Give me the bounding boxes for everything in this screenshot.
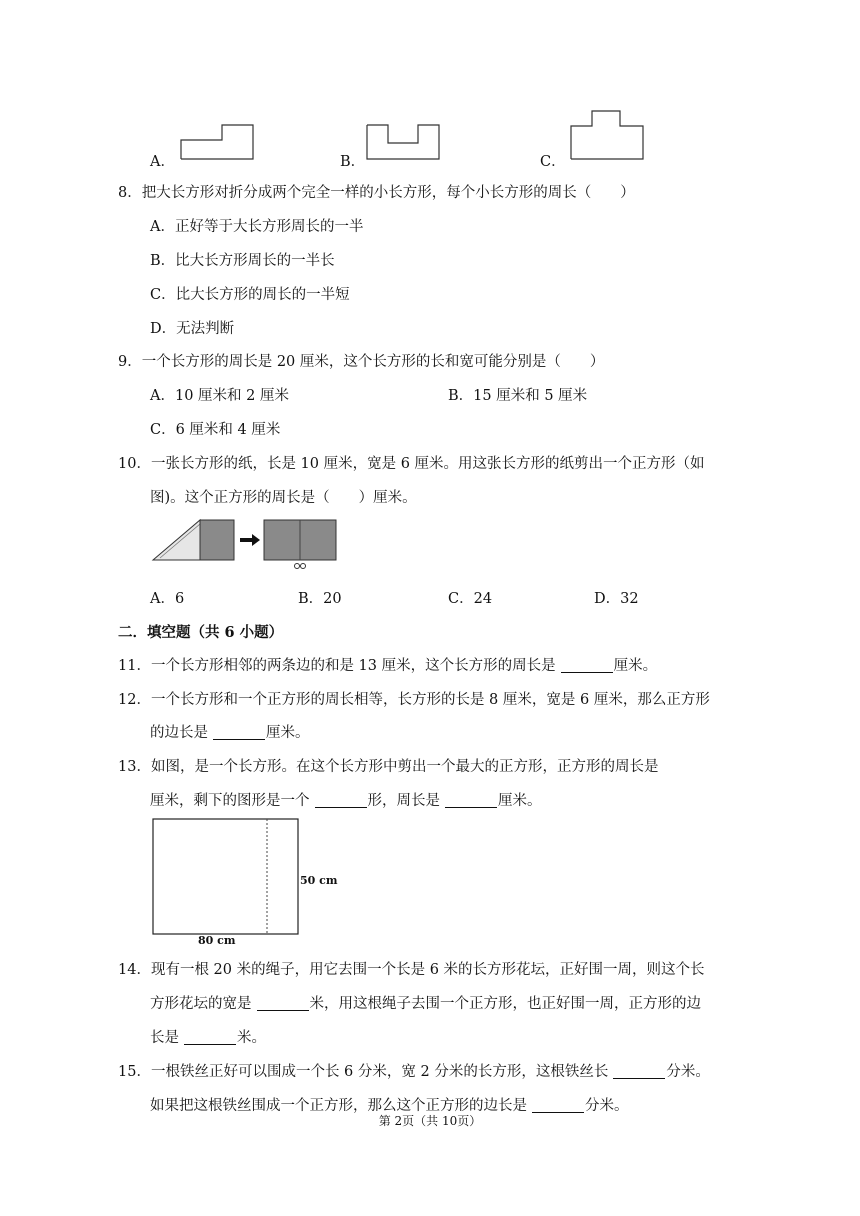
q15-text-b: 分米。 [666, 1064, 710, 1080]
q10-figure [152, 518, 338, 570]
q12-text-before: 的边长是 [150, 725, 208, 741]
q14-line1: 14．现有一根 20 米的绳子，用它去围一个长是 6 米的长方形花坛，正好围一周，则这个长 [118, 962, 705, 978]
scissors-icon [295, 564, 300, 569]
q13-blank-perimeter[interactable] [445, 793, 497, 809]
q10-option-c: C．24 [448, 591, 493, 607]
q7-option-a-shape [180, 124, 254, 160]
section-title: 二．填空题（共 6 小题） [118, 624, 284, 641]
q15-blank-side[interactable] [532, 1098, 584, 1114]
q14-blank-width[interactable] [257, 996, 309, 1012]
q12-text-after: 厘米。 [266, 725, 310, 741]
q12-blank[interactable] [213, 725, 265, 741]
q15-blank-length[interactable] [613, 1064, 665, 1080]
q10-option-a: A．6 [150, 591, 185, 607]
q11 [118, 654, 657, 675]
q14-text-c: 长是 [150, 1030, 179, 1046]
q13-text-a: 厘米，剩下的图形是一个 [150, 793, 310, 809]
q13-text-c: 厘米。 [498, 793, 542, 809]
q8-option-b: B．比大长方形周长的一半长 [150, 253, 335, 269]
q13-rectangle-figure [152, 818, 300, 936]
q8-option-c: C．比大长方形的周长的一半短 [150, 287, 350, 303]
q14-line2 [150, 992, 701, 1013]
q8-stem: 8．把大长方形对折分成两个完全一样的小长方形，每个小长方形的周长（ ） [118, 185, 635, 201]
q13-text-b: 形，周长是 [367, 793, 440, 809]
q12-line2 [150, 721, 310, 742]
q14-line3 [150, 1026, 266, 1047]
q7-option-b-label: B． [340, 154, 366, 170]
q13-line1: 13．如图，是一个长方形。在这个长方形中剪出一个最大的正方形，正方形的周长是 [118, 759, 659, 775]
q9-option-c: C．6 厘米和 4 厘米 [150, 422, 281, 438]
q13-height-label: 50 cm [300, 874, 338, 887]
q15-text-d: 分米。 [585, 1098, 629, 1114]
q14-text-b: 米，用这根绳子去围一个正方形，也正好围一周，正方形的边 [309, 996, 701, 1012]
q9-option-a: A．10 厘米和 2 厘米 [150, 388, 289, 404]
page-footer: 第 2页（共 10页） [378, 1114, 482, 1128]
q9-option-b: B．15 厘米和 5 厘米 [448, 388, 588, 404]
q13-width-label: 80 cm [198, 934, 236, 947]
q11-blank[interactable] [561, 658, 613, 674]
q8-option-d: D．无法判断 [150, 321, 235, 337]
q13-blank-shape[interactable] [315, 793, 367, 809]
q15-line1 [118, 1060, 710, 1081]
q13-line2 [150, 789, 542, 810]
q11-text-after: 厘米。 [613, 658, 658, 674]
q14-blank-side[interactable] [184, 1030, 236, 1046]
q7-option-c-shape [570, 110, 644, 160]
q10-option-d: D．32 [594, 591, 639, 607]
q14-text-d: 米。 [237, 1030, 266, 1046]
q14-text-a: 方形花坛的宽是 [150, 996, 252, 1012]
q10-line2: 图)。这个正方形的周长是（ ）厘米。 [150, 490, 417, 506]
q10-option-b: B．20 [298, 591, 342, 607]
q7-option-a-label: A． [150, 154, 175, 170]
q8-option-a: A．正好等于大长方形周长的一半 [150, 219, 364, 235]
q15-text-a: 15．一根铁丝正好可以围成一个长 6 分米，宽 2 分米的长方形，这根铁丝长 [118, 1064, 609, 1080]
q7-option-c-label: C． [540, 154, 566, 170]
q7-option-b-shape [366, 124, 440, 160]
q11-text-before: 11．一个长方形相邻的两条边的和是 13 厘米，这个长方形的周长是 [118, 658, 556, 674]
q12-line1: 12．一个长方形和一个正方形的周长相等，长方形的长是 8 厘米，宽是 6 厘米，那么正方形 [118, 692, 710, 708]
q15-text-c: 如果把这根铁丝围成一个正方形，那么这个正方形的边长是 [150, 1098, 527, 1114]
q10-line1: 10．一张长方形的纸，长是 10 厘米，宽是 6 厘米。用这张长方形的纸剪出一个正方形（如 [118, 456, 705, 472]
q9-stem: 9．一个长方形的周长是 20 厘米，这个长方形的长和宽可能分别是（ ） [118, 354, 605, 370]
